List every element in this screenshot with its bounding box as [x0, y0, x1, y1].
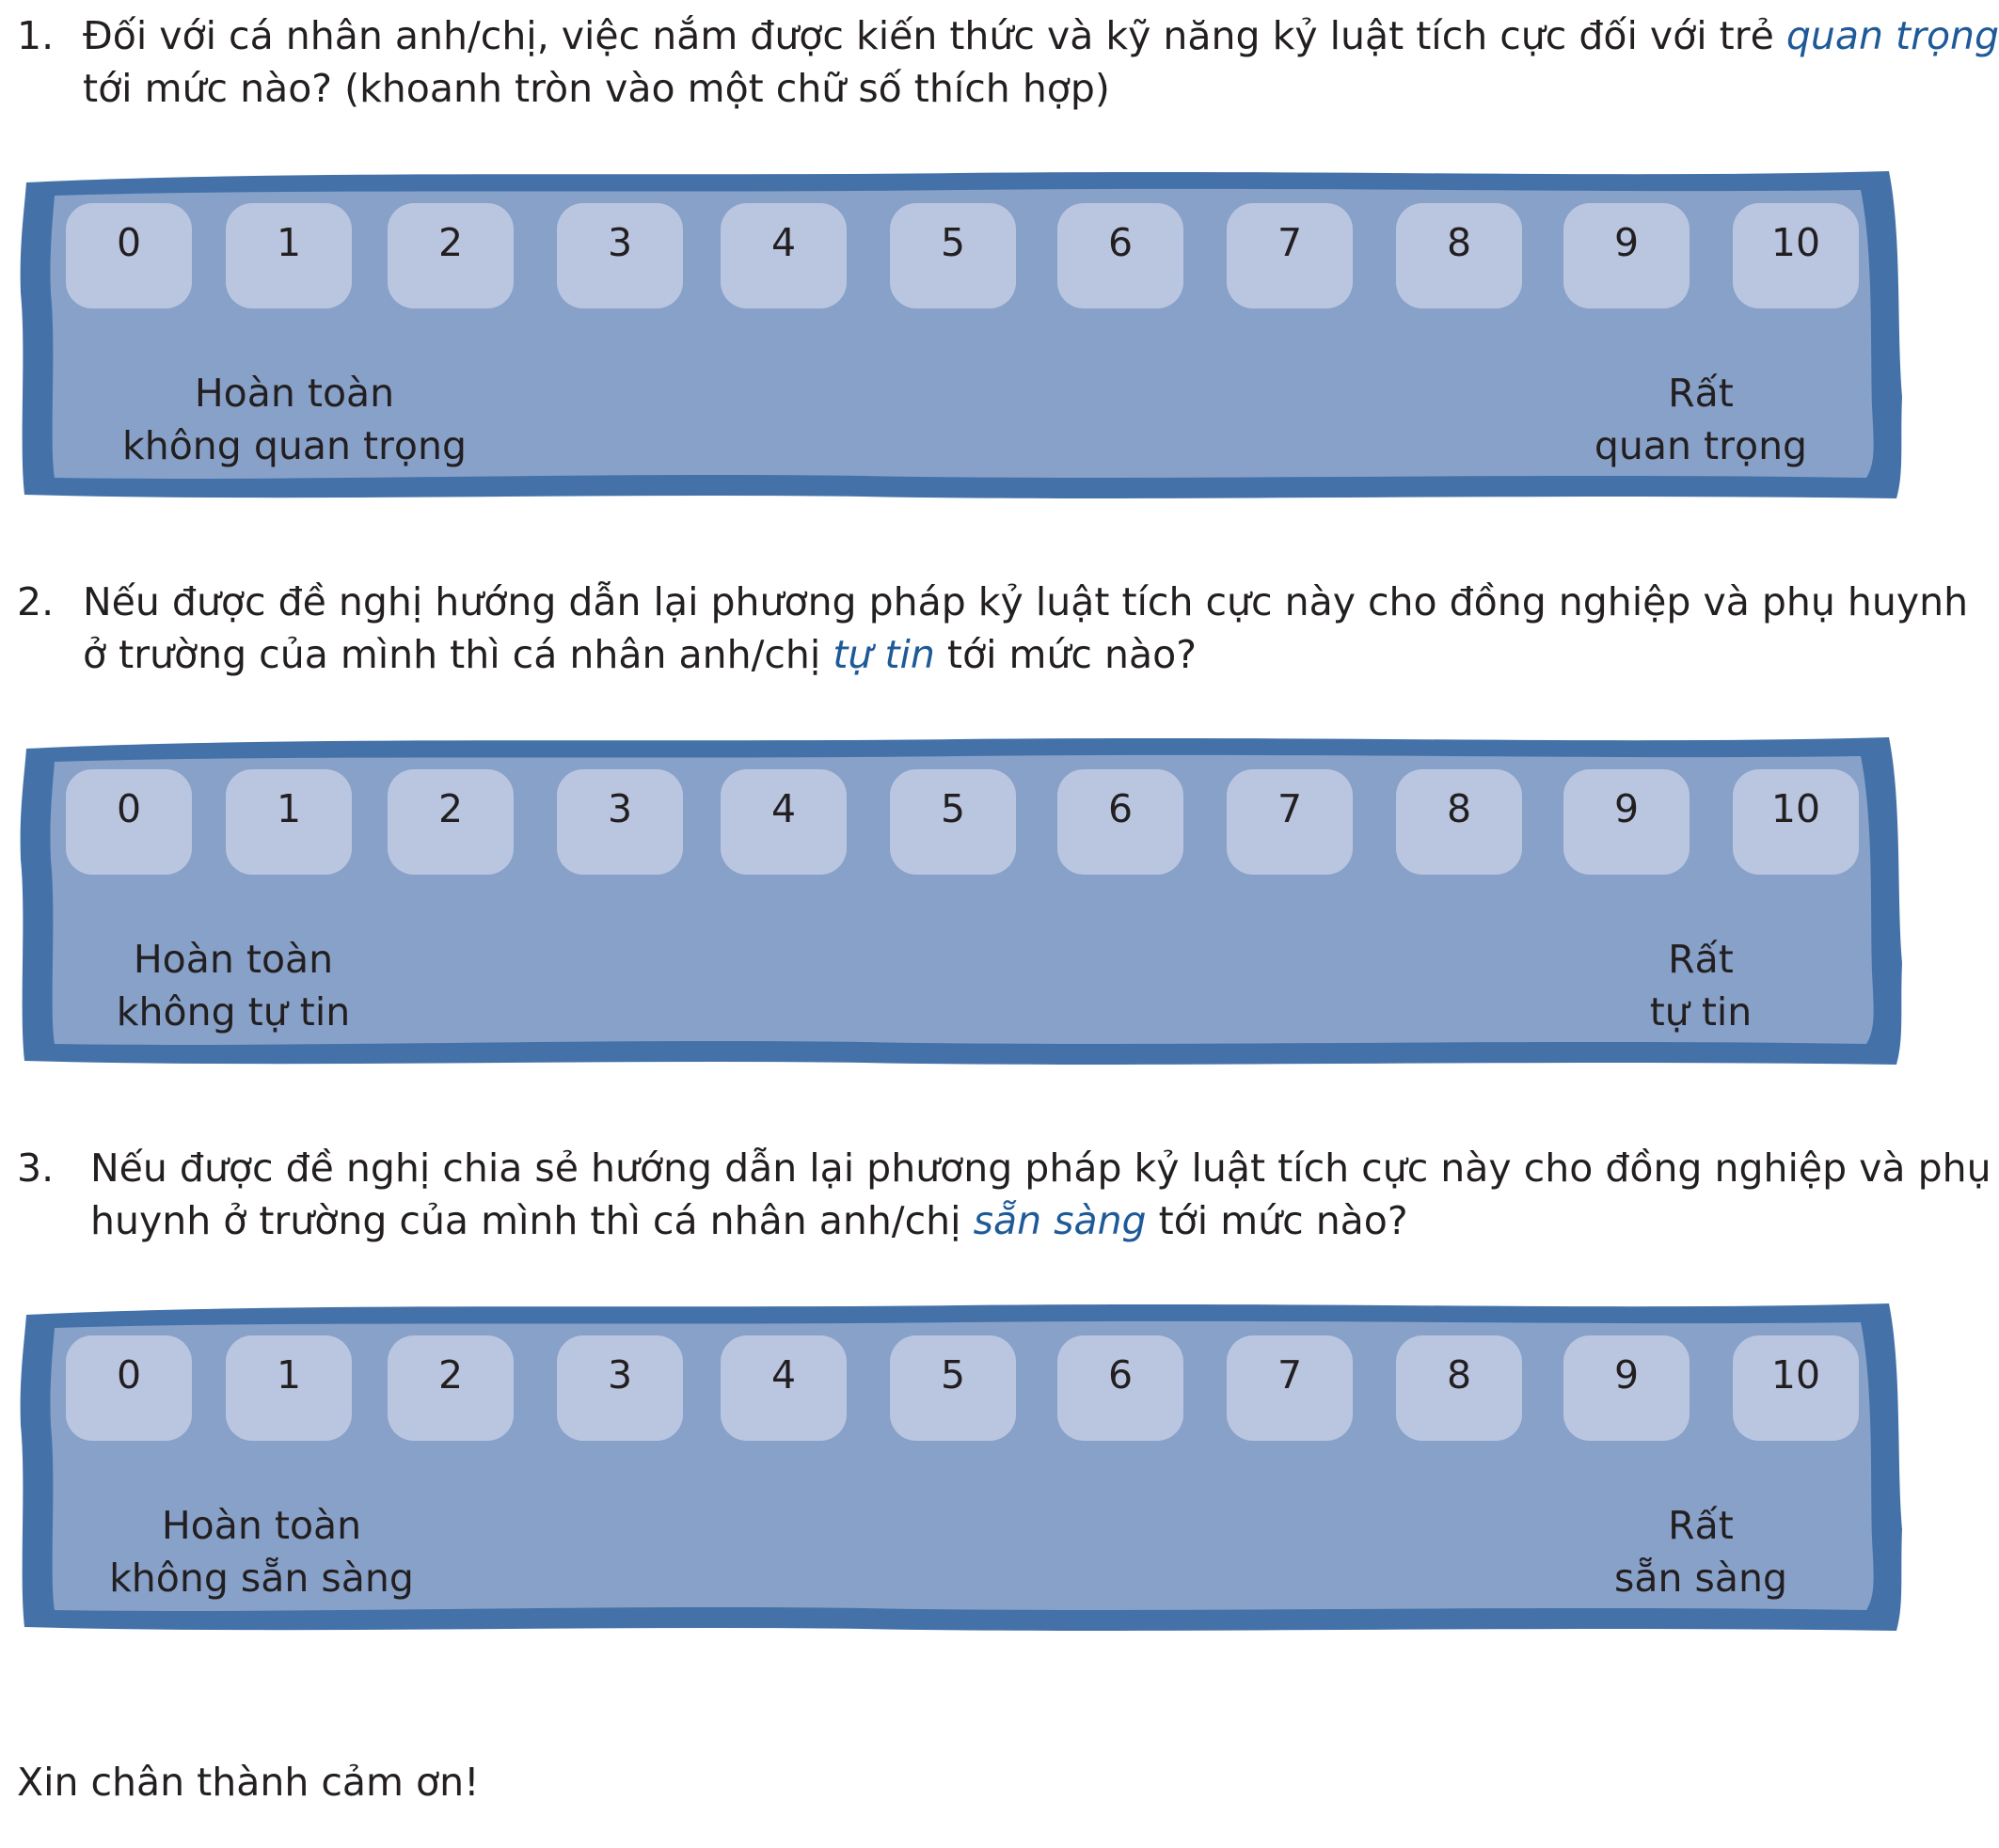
scale-option-10[interactable] — [1733, 203, 1859, 308]
max-label-line-2: tự tin — [1649, 989, 1753, 1035]
question-text-part: tới mức nào? — [1146, 1198, 1408, 1243]
scale-option-8[interactable] — [1396, 1335, 1522, 1441]
max-label-line-1: Rất — [1668, 371, 1734, 416]
max-label-line-1: Rất — [1668, 1503, 1734, 1548]
option-label: 10 — [1770, 220, 1821, 265]
question-text — [90, 1142, 1991, 1247]
question-3 — [17, 1142, 1991, 1247]
scale-option-2[interactable] — [388, 203, 514, 308]
closing-text: Xin chân thành cảm ơn! — [17, 1760, 480, 1805]
question-text-part: Đối với cá nhân anh/chị, việc nắm được kiến thức và kỹ năng kỷ luật tích cực đối với trẻ — [83, 13, 1786, 58]
question-line-1 — [90, 1142, 1991, 1194]
question-line-2 — [83, 628, 1968, 681]
option-label: 9 — [1613, 786, 1640, 831]
question-1 — [17, 9, 1999, 115]
scale-max-label — [1579, 1499, 1823, 1604]
option-label: 6 — [1107, 1352, 1134, 1398]
min-label-line-1: Hoàn toàn — [194, 371, 395, 416]
option-label: 8 — [1446, 220, 1472, 265]
question-emphasis: quan trọng — [1785, 13, 1999, 58]
option-label: 0 — [116, 786, 142, 831]
question-text-part: Nếu được đề nghị hướng dẫn lại phương pháp kỷ luật tích cực này cho đồng nghiệp và phụ huynh — [83, 579, 1969, 624]
question-text-part: tới mức nào? — [934, 632, 1197, 677]
scale-option-0[interactable] — [66, 769, 192, 875]
scale-option-6[interactable] — [1057, 203, 1183, 308]
scale-min-label — [92, 1499, 431, 1604]
max-label-line-2: sẵn sàng — [1614, 1556, 1787, 1601]
question-number: 1. — [17, 13, 55, 58]
scale-option-10[interactable] — [1733, 769, 1859, 875]
option-label: 7 — [1277, 1352, 1303, 1398]
question-number: 2. — [17, 579, 55, 624]
scale-option-2[interactable] — [388, 769, 514, 875]
rating-scale-2 — [17, 728, 1906, 1074]
scale-option-4[interactable] — [721, 203, 847, 308]
option-label: 0 — [116, 220, 142, 265]
scale-min-label — [106, 367, 483, 472]
scale-option-8[interactable] — [1396, 769, 1522, 875]
option-label: 4 — [770, 220, 797, 265]
scale-option-5[interactable] — [890, 203, 1016, 308]
option-label: 8 — [1446, 1352, 1472, 1398]
scale-option-9[interactable] — [1563, 769, 1690, 875]
option-label: 2 — [437, 1352, 464, 1398]
scale-option-5[interactable] — [890, 769, 1016, 875]
scale-option-10[interactable] — [1733, 1335, 1859, 1441]
scale-option-3[interactable] — [557, 769, 683, 875]
scale-option-1[interactable] — [226, 769, 352, 875]
option-label: 3 — [607, 1352, 633, 1398]
question-text-part: huynh ở trường của mình thì cá nhân anh/chị — [90, 1198, 974, 1243]
question-emphasis: tự tin — [833, 632, 935, 677]
question-2 — [17, 576, 1969, 681]
option-label: 0 — [116, 1352, 142, 1398]
option-label: 7 — [1277, 786, 1303, 831]
scale-option-1[interactable] — [226, 1335, 352, 1441]
rating-scale-3 — [17, 1294, 1906, 1640]
option-label: 10 — [1770, 786, 1821, 831]
min-label-line-2: không quan trọng — [121, 423, 468, 468]
scale-option-0[interactable] — [66, 1335, 192, 1441]
option-label: 2 — [437, 220, 464, 265]
option-label: 1 — [276, 1352, 302, 1398]
scale-option-6[interactable] — [1057, 1335, 1183, 1441]
scale-max-label — [1560, 367, 1842, 472]
option-label: 5 — [940, 786, 966, 831]
option-label: 5 — [940, 1352, 966, 1398]
scale-option-4[interactable] — [721, 769, 847, 875]
scale-option-6[interactable] — [1057, 769, 1183, 875]
question-line-2 — [83, 62, 1999, 115]
scale-option-9[interactable] — [1563, 1335, 1690, 1441]
scale-option-3[interactable] — [557, 1335, 683, 1441]
option-label: 1 — [276, 220, 302, 265]
option-label: 3 — [607, 220, 633, 265]
question-line-1 — [83, 9, 1999, 62]
question-text — [83, 576, 1968, 681]
option-label: 9 — [1613, 220, 1640, 265]
option-label: 4 — [770, 786, 797, 831]
option-label: 2 — [437, 786, 464, 831]
scale-max-label — [1597, 933, 1804, 1038]
option-label: 6 — [1107, 220, 1134, 265]
scale-option-7[interactable] — [1227, 769, 1353, 875]
min-label-line-1: Hoàn toàn — [133, 937, 334, 982]
scale-option-7[interactable] — [1227, 203, 1353, 308]
min-label-line-2: không sẵn sàng — [109, 1556, 414, 1601]
question-line-2 — [90, 1194, 1991, 1247]
scale-option-1[interactable] — [226, 203, 352, 308]
option-label: 1 — [276, 786, 302, 831]
scale-option-4[interactable] — [721, 1335, 847, 1441]
option-label: 7 — [1277, 220, 1303, 265]
rating-scale-1 — [17, 162, 1906, 508]
min-label-line-2: không tự tin — [116, 989, 351, 1035]
option-label: 8 — [1446, 786, 1472, 831]
question-text-part: ở trường của mình thì cá nhân anh/chị — [83, 632, 833, 677]
scale-option-7[interactable] — [1227, 1335, 1353, 1441]
scale-option-8[interactable] — [1396, 203, 1522, 308]
option-label: 9 — [1613, 1352, 1640, 1398]
option-label: 3 — [607, 786, 633, 831]
max-label-line-2: quan trọng — [1594, 423, 1808, 468]
max-label-line-1: Rất — [1668, 937, 1734, 982]
scale-option-2[interactable] — [388, 1335, 514, 1441]
question-text — [83, 9, 1999, 115]
option-label: 10 — [1770, 1352, 1821, 1398]
scale-option-9[interactable] — [1563, 203, 1690, 308]
question-number: 3. — [17, 1145, 55, 1191]
option-label: 4 — [770, 1352, 797, 1398]
question-line-1 — [83, 576, 1968, 628]
option-label: 6 — [1107, 786, 1134, 831]
scale-option-3[interactable] — [557, 203, 683, 308]
question-text-part: Nếu được đề nghị chia sẻ hướng dẫn lại phương pháp kỷ luật tích cực này cho đồng nghiệp và phụ — [90, 1145, 1991, 1191]
question-text-part: tới mức nào? (khoanh tròn vào một chữ số thích hợp) — [83, 66, 1110, 111]
scale-option-0[interactable] — [66, 203, 192, 308]
question-emphasis: sẵn sàng — [973, 1198, 1147, 1243]
option-label: 5 — [940, 220, 966, 265]
scale-min-label — [92, 933, 374, 1038]
min-label-line-1: Hoàn toàn — [161, 1503, 362, 1548]
scale-option-5[interactable] — [890, 1335, 1016, 1441]
